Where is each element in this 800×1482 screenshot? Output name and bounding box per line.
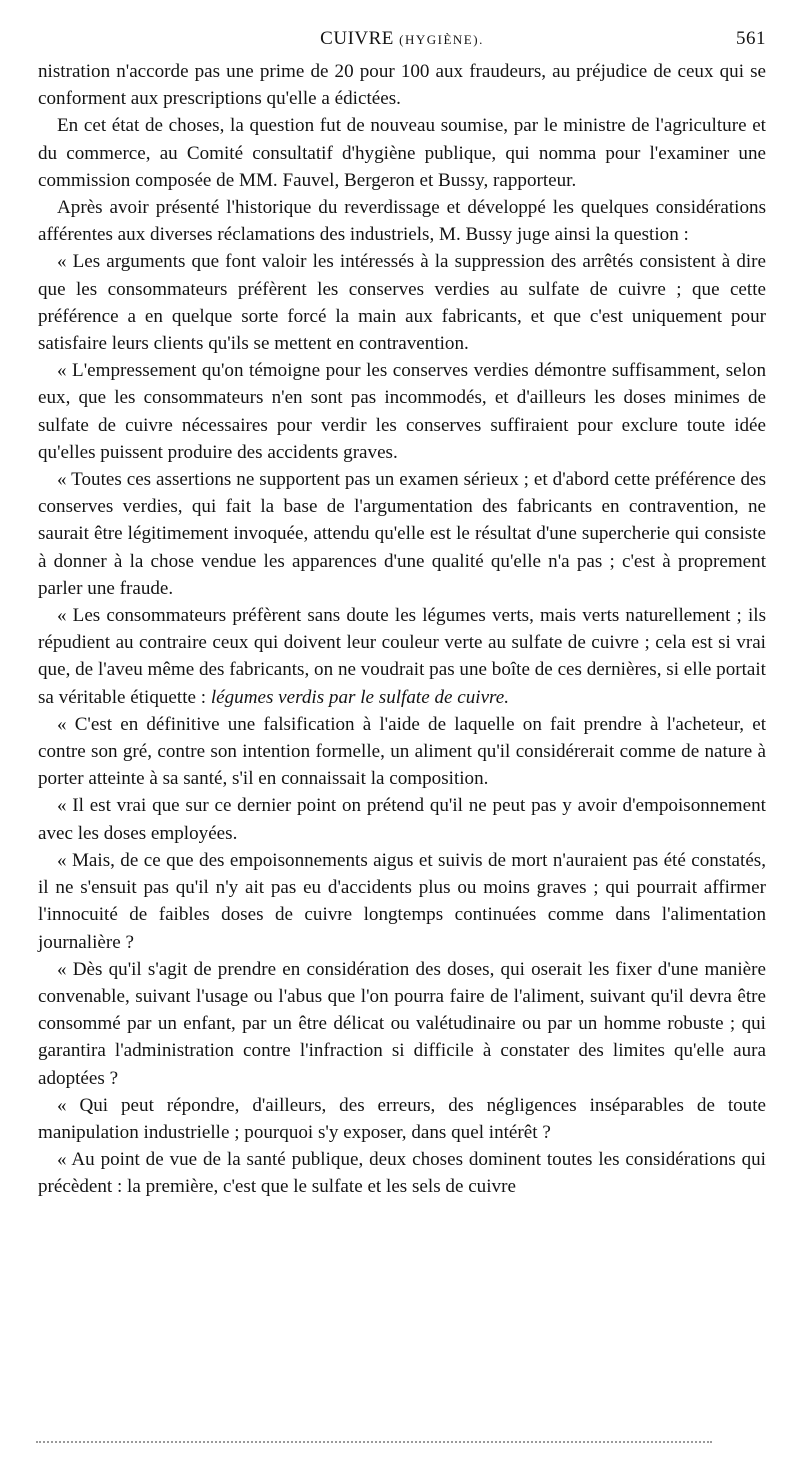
quote-paragraph: « Mais, de ce que des empoisonnements aigus et suivis de mort n'auraient pas été constatés, il ne s'ensuit pas qu'il n'y ait pas eu d'accidents plus ou moins graves ; qui pourrait affirmer l'innocuité de faibles doses de cuivre longtemps continuées comme dans l'alimentation journalière ? <box>38 849 766 953</box>
running-title-text: CUIVRE <box>320 28 394 49</box>
quote-text: « Les consommateurs préfèrent sans doute les légumes verts, mais verts naturellement ; ils répudient au contraire ceux qui doivent leur couleur verte au sulfate de cuivre ; cela est si vrai que, de l'aveu même des fabricants, on ne voudrait pas une boîte de ces dernières, si elle portait sa véritable étiquette : <box>38 605 766 708</box>
quote-paragraph: « Toutes ces assertions ne supportent pas un examen sérieux ; et d'abord cette préférence des conserves verdies, qui fait la base de l'argumentation des fabricants en contravention, ne saurait être légitimement invoquée, attendu qu'elle est le résultat d'une supercherie qui consiste à donner à la chose vendue les apparences d'une qualité qu'elle n'a pas ; c'est à proprement parler une fraude. <box>38 469 766 599</box>
body-text <box>38 58 766 1201</box>
quote-paragraph: « Qui peut répondre, d'ailleurs, des erreurs, des négligences inséparables de toute manipulation industrielle ; pourquoi s'y exposer, dans quel intérêt ? <box>38 1094 766 1143</box>
quote-paragraph: « Il est vrai que sur ce dernier point on prétend qu'il ne peut pas y avoir d'empoisonnement avec les doses employées. <box>38 795 766 844</box>
paragraph-continuation: nistration n'accorde pas une prime de 20 pour 100 aux fraudeurs, au préjudice de ceux qui se conforment aux prescriptions qu'elle a édictées. <box>38 61 766 110</box>
quote-paragraph: « L'empressement qu'on témoigne pour les conserves verdies démontre suffisamment, selon eux, que les consommateurs n'en sont pas incommodés, et d'ailleurs les doses minimes de sulfate de cuivre nécessaires pour verdir les conserves suffiraient pour exclure toute idée qu'elles puissent produire des accidents graves. <box>38 360 766 463</box>
running-title <box>38 28 766 50</box>
running-head <box>38 28 766 58</box>
paragraph: En cet état de choses, la question fut de nouveau soumise, par le ministre de l'agriculture et du commerce, au Comité consultatif d'hygiène publique, qui nomma pour l'examiner une commission composée de MM. Fauvel, Bergeron et Bussy, rapporteur. <box>38 115 766 191</box>
bottom-dotted-rule <box>36 1441 712 1443</box>
quote-paragraph: « Dès qu'il s'agit de prendre en considération des doses, qui oserait les fixer d'une manière convenable, suivant l'usage ou l'abus que l'on pourra faire de l'aliment, suivant qu'il devra être consommé par un enfant, par un être délicat ou valétudinaire ou par un homme robuste ; qui garantira l'administration contre l'infraction si difficile à constater des limites qu'elle aura adoptées ? <box>38 958 766 1089</box>
paragraph: Après avoir présenté l'historique du reverdissage et développé les quelques considérations afférentes aux diverses réclamations des industriels, M. Bussy juge ainsi la question : <box>38 197 766 246</box>
quote-paragraph: « Au point de vue de la santé publique, deux choses dominent toutes les considérations qui précèdent : la première, c'est que le sulfate et les sels de cuivre <box>38 1149 766 1198</box>
quote-paragraph: « C'est en définitive une falsification à l'aide de laquelle on fait prendre à l'acheteur, et contre son gré, contre son intention formelle, un aliment qu'il considérerait comme de nature à porter atteinte à sa santé, s'il en connaissait la composition. <box>38 713 766 790</box>
quote-paragraph <box>38 602 766 711</box>
italic-label: légumes verdis par le sulfate de cuivre. <box>210 686 510 708</box>
page-number: 561 <box>736 28 766 49</box>
page <box>38 28 766 1201</box>
quote-paragraph: « Les arguments que font valoir les intéressés à la suppression des arrêtés consistent à dire que les consommateurs préfèrent les conserves verdies au sulfate de cuivre ; que cette préférence a en quelque sorte forcé la main aux fabricants, et que c'est uniquement pour satisfaire leurs clients qu'ils se mettent en contravention. <box>38 251 766 355</box>
running-title-subtitle: (HYGIÈNE). <box>399 32 484 47</box>
